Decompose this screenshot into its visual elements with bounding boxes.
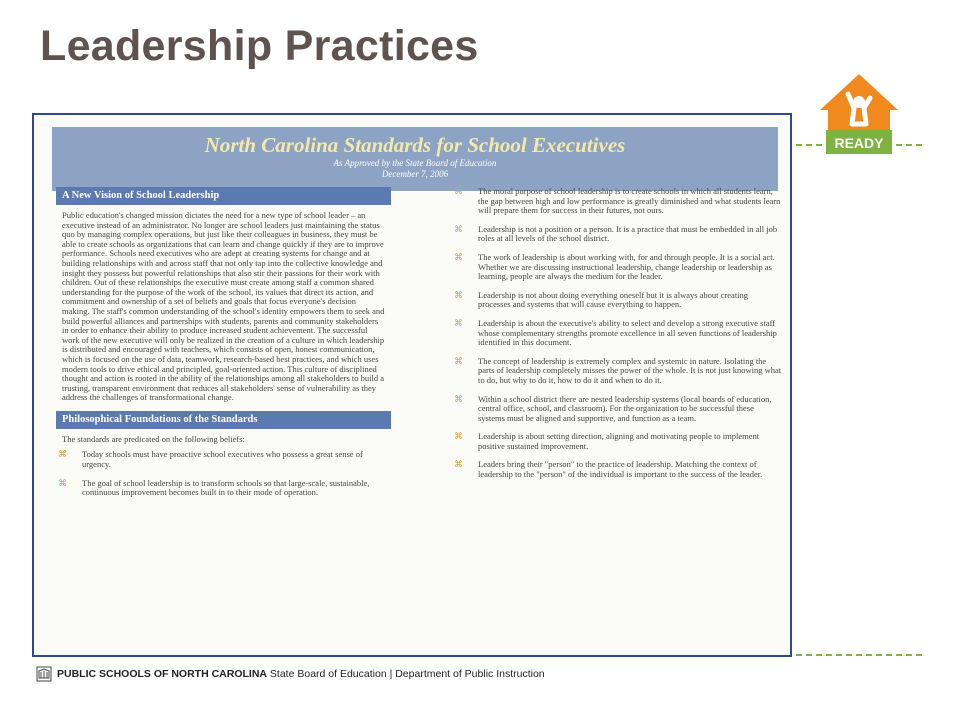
list-item: ⌘ Leadership is not a position or a person. It is a practice that must be embedded in all job roles at all levels of the school district. <box>454 223 778 244</box>
list-item: ⌘ Today schools must have proactive school executives who possess a great sense of urgency. <box>58 449 363 470</box>
footer-org: PUBLIC SCHOOLS OF NORTH CAROLINA <box>57 668 267 680</box>
document-right-column <box>452 187 782 489</box>
bullet-icon: ⌘ <box>454 289 463 300</box>
list-item: ⌘ The goal of school leadership is to transform schools so that large-scale, sustainable, continuous improvement becomes built in to their mode of operation. <box>58 477 370 498</box>
nc-dpi-seal-icon <box>36 666 52 682</box>
bullet-icon: ⌘ <box>58 477 67 488</box>
document-subtitle-approval: As Approved by the State Board of Education <box>333 158 497 168</box>
list-item: ⌘ Within a school district there are nested leadership systems (local boards of education, central office, school, and classroom). For the organization to be successful these systems must be aligned and supportive, and function as a team. <box>454 393 772 423</box>
bullet-icon: ⌘ <box>454 223 463 234</box>
logo-label: READY <box>834 135 884 151</box>
list-item: ⌘ Leadership is about setting direction, aligning and motivating people to implement positive sustained improvement. <box>454 431 760 451</box>
bullet-icon: ⌘ <box>454 431 463 442</box>
list-item: ⌘ Leaders bring their "person" to the practice of leadership. Matching the context of leadership to the "person" of the individual is important to the success of the leader. <box>454 459 763 480</box>
list-item: ⌘ Leadership is about the executive's ability to select and develop a strong executive staff whose complementary strengths promote excellence in all seven functions of leadership identified in this document. <box>454 317 777 348</box>
document-title: North Carolina Standards for School Executives <box>204 133 626 157</box>
page-title: Leadership Practices <box>40 22 479 70</box>
document-subtitle-date: December 7, 2006 <box>381 169 449 179</box>
list-item: ⌘ The moral purpose of school leadership is to create schools in which all students learn, the gap between high and low performance is greatly diminished and what students learn will prepare them for success in their futures, not ours. <box>454 186 781 216</box>
beliefs-list-left <box>56 450 391 497</box>
section-heading-philosophical-foundations: Philosophical Foundations of the Standards <box>56 411 391 429</box>
bullet-icon: ⌘ <box>454 251 463 262</box>
footer <box>36 664 545 684</box>
bullet-icon: ⌘ <box>454 459 463 470</box>
bullet-icon: ⌘ <box>454 393 463 404</box>
beliefs-list-right <box>452 187 782 480</box>
ready-house-logo-icon <box>818 72 900 156</box>
section-heading-new-vision: A New Vision of School Leadership <box>56 187 391 205</box>
footer-text <box>57 668 545 680</box>
section-intro-beliefs: The standards are predicated on the following beliefs: <box>62 433 245 444</box>
document-left-column <box>56 187 391 507</box>
bullet-icon: ⌘ <box>454 317 463 328</box>
list-item: ⌘ Leadership is not about doing everything oneself but it is always about creating processes and systems that will cause everything to happen. <box>454 289 749 310</box>
section-body-new-vision: Public education's changed mission dictates the need for a new type of school leader – an executive instead of an administrator. No longer are school leaders just maintaining the status quo by managing complex operations, but just like their colleagues in business, they must be able to create schools as organizations that can learn and change quickly if they are to improve performance. Schools need executives who are adept at creating systems for change and at building relationships with and across staff that not only tap into the collective knowledge and insight they possess but powerful relationships that also stir their passions for their work with children. Out of these relationships the executive must create among staff a common shared understanding for the purpose of the work of the school, its values that direct its action, and commitment and ownership of a set of beliefs and goals that focus everyone's decision making. The staff's common understanding of the school's identity empowers them to seek and build powerful alliances and partnerships with students, parents and community stakeholders in order to enhance their ability to produce increased student achievement. The successful work of the new executive will only be realized in the creation of a culture in which leadership is distributed and encouraged with teachers, which consists of open, honest communication, which is focused on the use of data, teamwork, research-based best practices, and which uses modern tools to drive ethical and principled, goal-oriented action. This culture of disciplined thought and action is rooted in the ability of the relationships among all stakeholders to build a trusting, transparent environment that reduces all stakeholders' sense of vulnerability as they address the challenges of transformational change. <box>62 210 385 403</box>
document-banner <box>52 127 778 191</box>
footer-departments: State Board of Education | Department of Public Instruction <box>267 668 545 680</box>
list-item: ⌘ The work of leadership is about working with, for and through people. It is a social act. Whether we are discussing instructional leadership, change leadership or leadership as learning, people are always the medium for the leader. <box>454 251 775 282</box>
list-item: ⌘ The concept of leadership is extremely complex and systemic in nature. Isolating the parts of leadership completely misses the power of the whole. It is not just knowing what to do, but why to do it, how to do it and when to do it. <box>454 355 782 385</box>
bullet-icon: ⌘ <box>454 186 463 196</box>
standards-document-image <box>32 113 792 657</box>
bullet-icon: ⌘ <box>58 449 67 460</box>
decorative-dashed-line-bottom <box>796 654 922 656</box>
bullet-icon: ⌘ <box>454 355 463 366</box>
